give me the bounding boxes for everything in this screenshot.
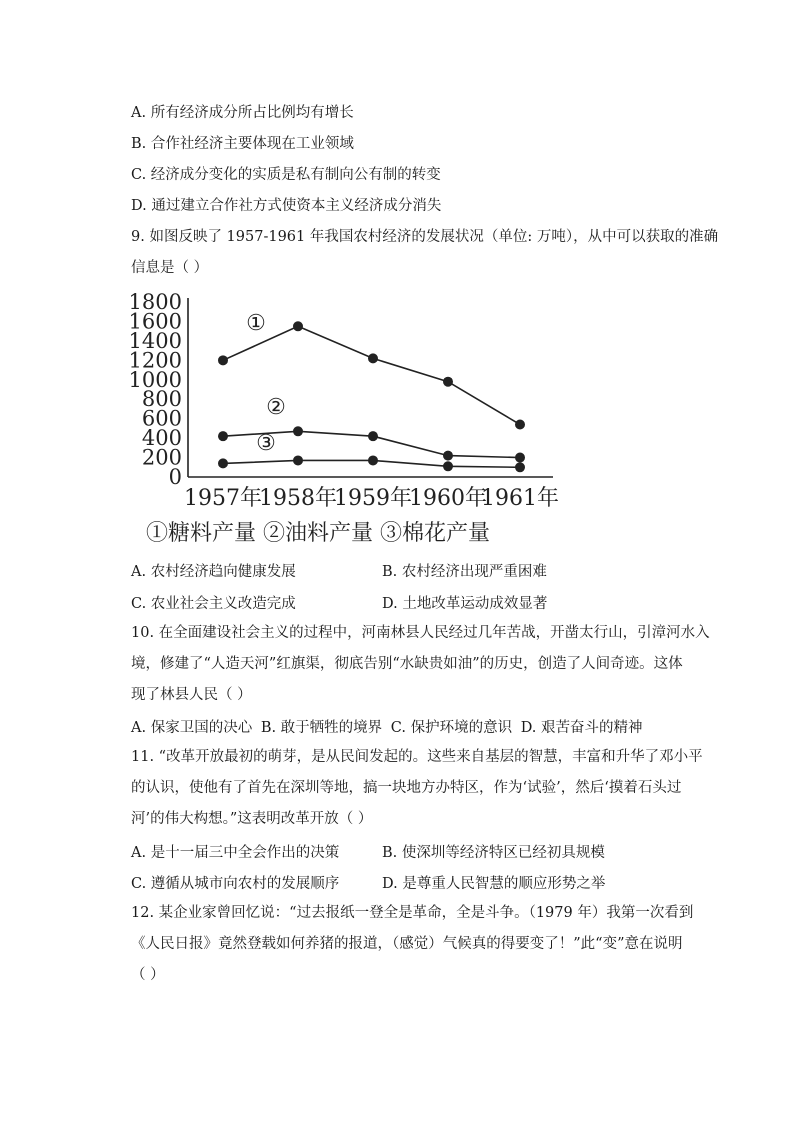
data-point (515, 462, 525, 472)
x-tick-label: 1960年 (409, 486, 487, 511)
data-point (293, 455, 303, 465)
x-tick-label: 1961年 (481, 486, 559, 511)
q11-line1: 11. “改革开放最初的萌芽，是从民间发起的。这些来自基层的智慧，丰富和升华了邓小平 (131, 749, 703, 765)
data-point (368, 353, 378, 363)
q9-option-a: A. 农村经济趋向健康发展 (131, 564, 296, 580)
y-tick-label: 200 (141, 445, 182, 470)
q10-options (131, 716, 647, 737)
q8-option-d: D. 通过建立合作社方式使资本主义经济成分消失 (131, 198, 442, 214)
data-point (218, 355, 228, 365)
q11-options-row1 (131, 841, 691, 861)
q11-line3: 河’的伟大构想。”这表明改革开放（ ） (131, 811, 373, 827)
y-tick-label: 1200 (128, 348, 182, 373)
q11-option-b: B. 使深圳等经济特区已经初具规模 (382, 845, 605, 861)
y-tick-label: 1600 (128, 309, 182, 334)
data-point (218, 458, 228, 468)
y-tick-label: 1400 (128, 328, 182, 353)
data-point (368, 431, 378, 441)
q11-line2: 的认识，使他有了首先在深圳等地，搞一块地方办特区，作为‘试验’，然后‘摸着石头过 (131, 780, 682, 796)
data-point (443, 451, 453, 461)
q9-stem-line2: 信息是（ ） (131, 260, 209, 276)
q12-line1: 12. 某企业家曾回忆说：“过去报纸一登全是革命，全是斗争。（1979 年）我第一次看到 (131, 905, 694, 921)
data-point (293, 426, 303, 436)
q8-option-b: B. 合作社经济主要体现在工业领域 (131, 136, 354, 152)
data-point (443, 461, 453, 471)
data-point (368, 455, 378, 465)
data-point (293, 321, 303, 331)
x-tick-label: 1958年 (259, 486, 337, 511)
q11-option-d: D. 是尊重人民智慧的顺应形势之举 (382, 876, 606, 892)
y-tick-label: 400 (141, 426, 182, 451)
q10-option-c: C. 保护环境的意识 (390, 720, 513, 736)
y-tick-label: 1000 (128, 367, 182, 392)
q9-option-b: B. 农村经济出现严重困难 (382, 564, 547, 580)
series-marker-label: ① (246, 311, 266, 336)
y-tick-label: 1800 (128, 290, 182, 314)
series-marker-label: ③ (256, 431, 276, 456)
data-point (218, 431, 228, 441)
q11-option-a: A. 是十一届三中全会作出的决策 (131, 845, 340, 861)
q11-options-row2 (131, 872, 691, 892)
q12-line2: 《人民日报》竟然登载如何养猪的报道，（感觉）气候真的得要变了！”此“变”意在说明 (131, 936, 683, 952)
q8-option-a: A. 所有经济成分所占比例均有增长 (131, 105, 354, 121)
y-tick-label: 600 (141, 406, 182, 431)
chart-legend: ①糖料产量 ②油料产量 ③棉花产量 (146, 521, 490, 546)
y-tick-label: 0 (168, 465, 182, 489)
x-tick-label: 1957年 (184, 486, 262, 511)
q8-option-c: C. 经济成分变化的实质是私有制向公有制的转变 (131, 167, 441, 183)
q9-options-row2 (131, 592, 691, 612)
q10-line2: 境，修建了“人造天河”红旗渠，彻底告别“水缺贵如油”的历史，创造了人间奇迹。这体 (131, 656, 683, 672)
q9-options-row1 (131, 560, 691, 580)
q9-option-c: C. 农业社会主义改造完成 (131, 596, 296, 612)
q10-line3: 现了林县人民（ ） (131, 687, 252, 703)
data-point (515, 420, 525, 430)
y-tick-label: 800 (141, 387, 182, 412)
q10-option-a: A. 保家卫国的决心 (131, 720, 253, 736)
data-point (515, 453, 525, 463)
x-tick-label: 1959年 (334, 486, 412, 511)
q10-option-b: B. 敢于牺牲的境界 (260, 720, 383, 736)
q11-option-c: C. 遵循从城市向农村的发展顺序 (131, 876, 340, 892)
q9-stem-line1: 9. 如图反映了 1957-1961 年我国农村经济的发展状况（单位: 万吨），从中可以获取的准确 (131, 229, 719, 245)
q9-option-d: D. 土地改革运动成效显著 (382, 596, 548, 612)
q12-line3: （ ） (131, 967, 165, 983)
q10-line1: 10. 在全面建设社会主义的过程中，河南林县人民经过几年苦战，开凿太行山，引漳河水入 (131, 625, 710, 641)
series-marker-label: ② (266, 395, 286, 420)
q10-option-d: D. 艰苦奋斗的精神 (520, 720, 643, 736)
data-point (443, 377, 453, 387)
rural-economy-line-chart (128, 290, 560, 550)
